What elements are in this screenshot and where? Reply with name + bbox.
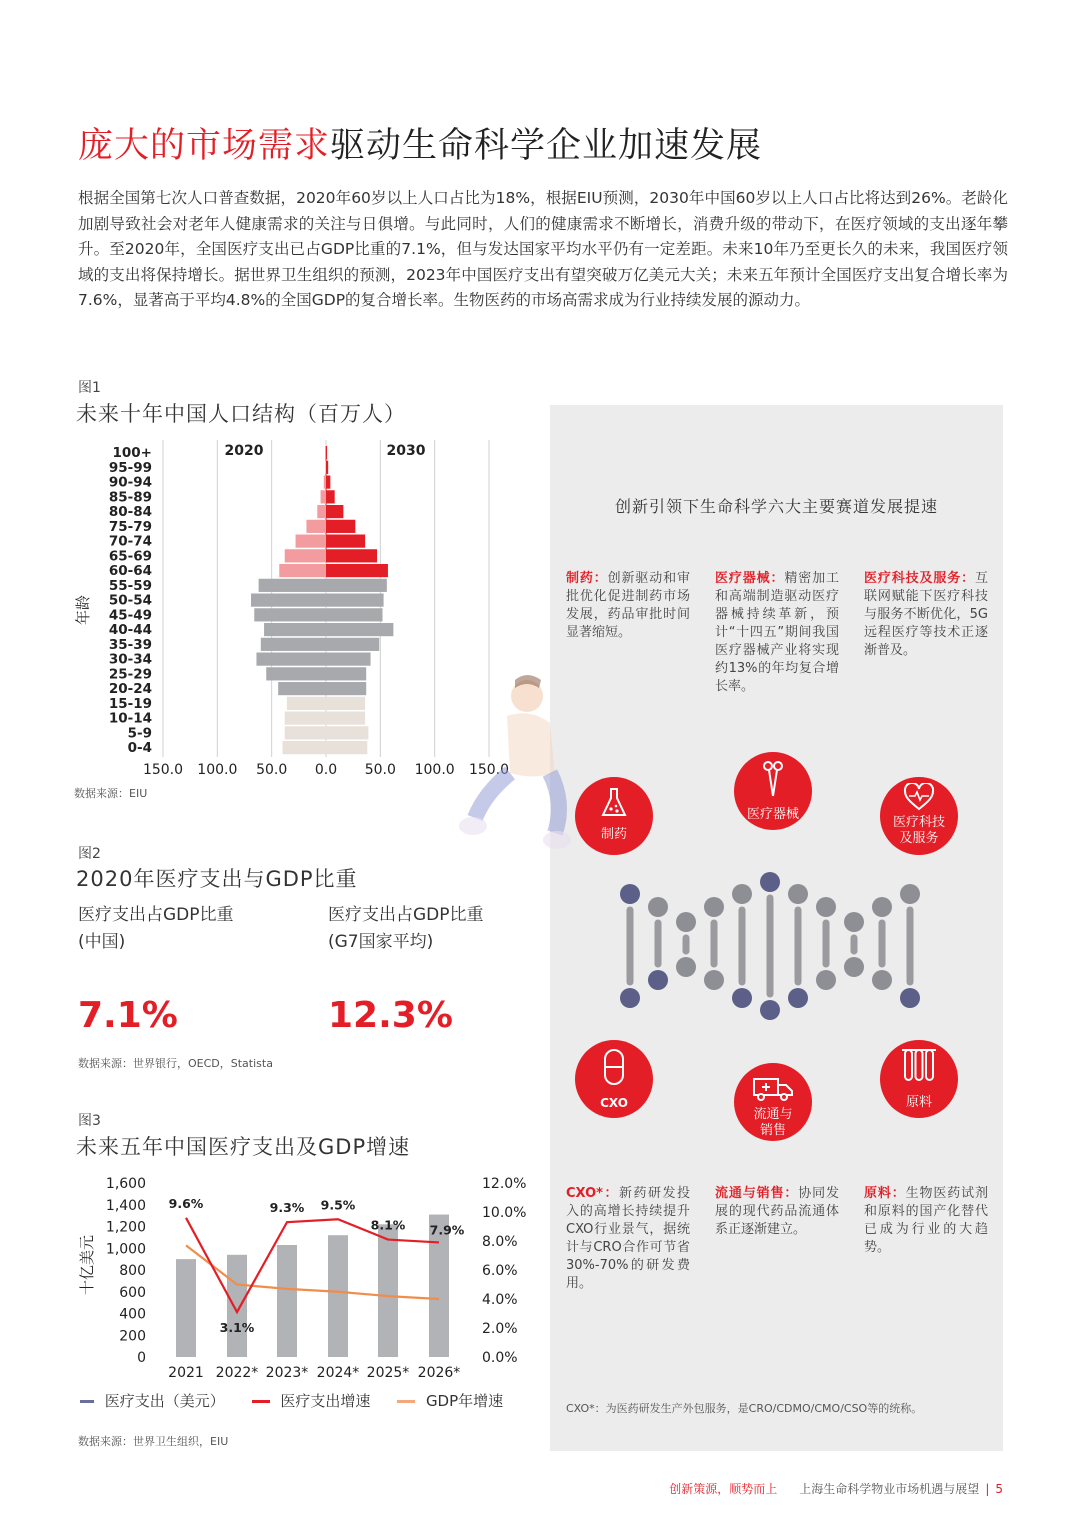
pyramid-x-tick: 150.0 xyxy=(142,762,184,778)
pyramid-bar-2020 xyxy=(325,461,326,474)
dna-node xyxy=(844,912,864,932)
intro-paragraph: 根据全国第七次人口普查数据，2020年60岁以上人口占比为18%，根据EIU预测，2030年中国60岁以上人口占比将达到26%。老龄化加剧导致社会对老年人健康需求的关注与日俱增。与此同时，人们的健康需求不断增长，消费升级的带动下，在医疗领域的支出逐年攀升。至2020年，全国医疗支出已占GDP比重的7.1%，但与发达国家平均水平仍有一定差距。未来10年乃至更长久的未来，我国医疗领域的支出将保持增长。据世界卫生组织的预测，2023年中国医疗支出有望突破万亿美元大关；未来五年预计全国医疗支出复合增长率为7.6%，显著高于平均4.8%的全国GDP的复合增长率。生物医药的市场高需求成为行业持续发展的源动力。 xyxy=(78,189,1008,309)
pyramid-bar-2020 xyxy=(261,638,326,651)
fig1-title: 未来十年中国人口结构（百万人） xyxy=(76,402,406,426)
heart-monitor-icon xyxy=(903,783,935,811)
dna-node xyxy=(872,897,892,917)
fig2-left-label-line1: 医疗支出占GDP比重 xyxy=(78,905,234,925)
pyramid-age-label: 40-44 xyxy=(108,622,152,638)
series-label-2030: 2030 xyxy=(386,443,426,459)
circle-raw-label: 原料 xyxy=(905,1095,932,1110)
combo-y-tick: 800 xyxy=(119,1263,146,1279)
page-footer: 创新策源，顺势而上 上海生命科学物业市场机遇与展望 | 5 xyxy=(669,1482,1003,1496)
pyramid-age-label: 70-74 xyxy=(108,533,152,550)
pyramid-age-label: 85-89 xyxy=(108,489,152,506)
dna-node xyxy=(844,957,864,977)
circle-tech-label-1: 医疗科技 xyxy=(892,815,945,830)
combo-y-tick: 600 xyxy=(119,1284,146,1301)
combo-y2-tick: 2.0% xyxy=(482,1321,518,1337)
test-tubes-icon xyxy=(900,1048,938,1084)
pyramid-x-tick: 50.0 xyxy=(256,762,288,778)
circle-distribution-label xyxy=(734,1107,812,1139)
circle-cxo-label: CXO xyxy=(600,1096,628,1110)
sector-device-body: 精密加工和高端制造驱动医疗器械持续革新，预计“十四五”期间我国医疗器械产业将实现约13%的年均复合增长率。 xyxy=(715,571,839,694)
fig3-number: 图3 xyxy=(78,1113,101,1129)
pyramid-bar-2020 xyxy=(251,594,326,607)
pyramid-age-label: 0-4 xyxy=(127,740,152,756)
pyramid-bar-2030 xyxy=(326,623,393,636)
dna-node xyxy=(760,872,780,892)
dna-node xyxy=(872,970,892,990)
pyramid-age-label: 100+ xyxy=(112,445,152,461)
combo-y2-tick: 0.0% xyxy=(482,1350,518,1366)
pyramid-bar-2030 xyxy=(326,579,387,592)
pyramid-bar-2030 xyxy=(326,505,343,518)
dna-node xyxy=(788,988,808,1008)
combo-y2-tick: 4.0% xyxy=(482,1292,518,1308)
pyramid-bar-2030 xyxy=(326,564,388,577)
sector-tech-text xyxy=(864,570,988,660)
title-rest: 驱动生命科学企业加速发展 xyxy=(330,126,763,166)
fig2-source: 数据来源：世界银行，OECD，Statista xyxy=(78,1057,273,1070)
sector-tech-head: 医疗科技及服务： xyxy=(864,571,975,586)
dna-node xyxy=(816,970,836,990)
pyramid-x-tick: 0.0 xyxy=(314,762,338,778)
legend-spending: 医疗支出（美元） xyxy=(104,1392,225,1410)
sector-cxo-body: 新药研发投入的高增长持续提升CXO行业景气，据统计与CRO合作可节省30%-70%的研发费用。 xyxy=(566,1186,690,1291)
dna-node xyxy=(620,988,640,1008)
circle-distribution xyxy=(734,1063,812,1141)
combo-x-tick: 2021 xyxy=(168,1365,204,1381)
pyramid-age-label: 75-79 xyxy=(108,518,152,535)
dna-node xyxy=(676,912,696,932)
pyramid-age-label: 35-39 xyxy=(108,636,152,653)
spending-bar xyxy=(176,1259,196,1357)
sector-pharma-body: 创新驱动和审批优化促进制药市场发展，药品审批时间显著缩短。 xyxy=(566,571,690,640)
pyramid-age-label: 95-99 xyxy=(108,459,152,476)
health-growth-label: 7.9% xyxy=(429,1222,465,1238)
pyramid-bar-2020 xyxy=(287,697,326,710)
fig1-number: 图1 xyxy=(78,380,101,396)
pyramid-bar-2020 xyxy=(259,579,326,592)
sector-pharma-head: 制药： xyxy=(566,571,608,586)
pyramid-age-label: 30-34 xyxy=(108,651,152,668)
pyramid-bar-2030 xyxy=(326,446,327,459)
pyramid-bar-2020 xyxy=(306,520,326,533)
spending-bar xyxy=(378,1224,398,1357)
legend-swatch-gdp-growth xyxy=(397,1400,415,1403)
pyramid-bar-2020 xyxy=(321,490,326,503)
spending-bar xyxy=(277,1245,297,1357)
footer-report-name: 上海生命科学物业市场机遇与展望 xyxy=(799,1482,980,1496)
pyramid-x-tick: 50.0 xyxy=(364,762,396,778)
sector-distribution-head: 流通与销售： xyxy=(715,1186,799,1201)
pyramid-bar-2030 xyxy=(326,653,371,666)
pyramid-bar-2030 xyxy=(326,476,330,489)
circle-distribution-label-1: 流通与 xyxy=(753,1107,793,1122)
combo-y-tick: 200 xyxy=(119,1328,146,1345)
legend-gdp-growth: GDP年增速 xyxy=(425,1392,504,1410)
panel-footnote: CXO*：为医药研发生产外包服务，是CRO/CDMO/CMO/CSO等的统称。 xyxy=(566,1402,923,1415)
pyramid-bar-2030 xyxy=(326,741,367,754)
health-growth-label: 8.1% xyxy=(370,1217,406,1233)
combo-y-tick: 1,600 xyxy=(105,1176,146,1192)
combo-y-tick: 0 xyxy=(137,1350,146,1366)
fig2-number: 图2 xyxy=(78,846,101,862)
pyramid-age-label: 60-64 xyxy=(108,563,152,579)
dna-helix-illustration xyxy=(600,862,940,1032)
pyramid-bar-2020 xyxy=(254,608,326,621)
scissors-icon xyxy=(762,760,784,798)
pyramid-bar-2030 xyxy=(326,594,384,607)
health-growth-label: 3.1% xyxy=(219,1320,255,1336)
sector-device-head: 医疗器械： xyxy=(715,571,785,586)
pyramid-age-label: 55-59 xyxy=(108,577,152,594)
combo-y-tick: 400 xyxy=(119,1306,146,1323)
health-growth-label: 9.6% xyxy=(168,1195,204,1211)
dna-node xyxy=(816,897,836,917)
circle-distribution-label-2: 销售 xyxy=(759,1123,786,1138)
combo-y2-tick: 12.0% xyxy=(482,1176,527,1192)
sector-cxo-text xyxy=(566,1185,690,1293)
pyramid-bar-2020 xyxy=(283,741,326,754)
combo-y-tick: 1,200 xyxy=(105,1219,146,1236)
flask-icon xyxy=(599,787,629,819)
dna-node xyxy=(704,897,724,917)
china-health-gdp-share: 7.1% xyxy=(78,995,178,1036)
fig1-source: 数据来源：EIU xyxy=(74,787,148,800)
sector-raw-body: 生物医药试剂和原料的国产化替代已成为行业的大趋势。 xyxy=(864,1186,988,1255)
legend-swatch-health-growth xyxy=(252,1400,270,1403)
pyramid-bar-2020 xyxy=(285,549,326,562)
dna-node xyxy=(732,988,752,1008)
combo-x-tick: 2025* xyxy=(366,1365,410,1381)
dna-node xyxy=(676,957,696,977)
pyramid-age-label: 5-9 xyxy=(127,725,152,742)
pyramid-bar-2020 xyxy=(256,653,326,666)
pyramid-bar-2020 xyxy=(285,712,326,725)
runner-illustration xyxy=(455,668,580,858)
spending-bar xyxy=(328,1235,348,1357)
combo-y2-tick: 6.0% xyxy=(482,1263,518,1279)
combo-x-tick: 2024* xyxy=(316,1365,360,1381)
circle-tech-label-2: 及服务 xyxy=(899,831,939,846)
pyramid-bar-2020 xyxy=(266,667,326,680)
circle-cxo xyxy=(575,1040,653,1118)
pyramid-x-tick: 100.0 xyxy=(197,762,238,778)
pyramid-bar-2020 xyxy=(279,564,326,577)
pyramid-age-label: 25-29 xyxy=(108,666,152,683)
pyramid-bar-2020 xyxy=(285,726,326,739)
circle-tech-label xyxy=(880,815,958,847)
legend-health-growth: 医疗支出增速 xyxy=(280,1392,371,1410)
title-highlight: 庞大的市场需求 xyxy=(78,126,331,166)
pyramid-bar-2030 xyxy=(326,697,365,710)
pyramid-bar-2020 xyxy=(324,476,326,489)
dna-node xyxy=(900,884,920,904)
combo-x-tick: 2026* xyxy=(417,1365,461,1381)
pyramid-bar-2030 xyxy=(326,726,368,739)
combo-y2-tick: 10.0% xyxy=(482,1205,527,1221)
combo-x-tick: 2023* xyxy=(265,1365,309,1381)
fig3-source: 数据来源：世界卫生组织，EIU xyxy=(78,1435,229,1448)
combo-y-tick: 1,000 xyxy=(105,1241,146,1258)
sector-pharma-text xyxy=(566,570,690,642)
pyramid-bar-2030 xyxy=(326,608,383,621)
pyramid-age-label: 10-14 xyxy=(108,710,152,727)
fig2-title: 2020年医疗支出与GDP比重 xyxy=(76,867,358,891)
page-number: 5 xyxy=(995,1482,1003,1496)
health-growth-label: 9.5% xyxy=(320,1197,356,1213)
sector-tech-body: 互联网赋能下医疗科技与服务不断优化，5G远程医疗等技术正逐渐普及。 xyxy=(864,571,988,658)
fig2-right-label-line1: 医疗支出占GDP比重 xyxy=(328,905,484,925)
dna-node xyxy=(648,970,668,990)
pyramid-age-label: 65-69 xyxy=(108,548,152,565)
pyramid-bar-2030 xyxy=(326,638,379,651)
sector-cxo-head: CXO*： xyxy=(566,1186,619,1201)
pyramid-bar-2030 xyxy=(326,490,335,503)
health-spending-combo-chart xyxy=(70,1165,540,1385)
combo-y-axis-label: 十亿美元 xyxy=(78,1234,96,1296)
pyramid-bar-2030 xyxy=(326,520,355,533)
legend-swatch-spending xyxy=(80,1400,94,1403)
panel-title: 创新引领下生命科学六大主要赛道发展提速 xyxy=(614,497,938,516)
sector-device-text xyxy=(715,570,839,696)
pyramid-age-label: 90-94 xyxy=(108,474,152,491)
circle-raw xyxy=(880,1040,958,1118)
fig3-legend xyxy=(80,1390,503,1411)
fig2-right-label-line2: (G7国家平均) xyxy=(328,932,434,952)
dna-node xyxy=(704,970,724,990)
dna-node xyxy=(760,1000,780,1020)
g7-health-gdp-share: 12.3% xyxy=(328,995,453,1036)
pyramid-bar-2030 xyxy=(326,461,328,474)
pyramid-age-label: 80-84 xyxy=(108,504,152,520)
series-label-2020: 2020 xyxy=(224,443,264,459)
pyramid-x-tick: 100.0 xyxy=(414,762,455,778)
spending-bar xyxy=(227,1255,247,1357)
pyramid-bar-2030 xyxy=(326,667,366,680)
pyramid-bar-2020 xyxy=(278,682,326,695)
circle-device-label: 医疗器械 xyxy=(746,807,799,822)
fig3-title: 未来五年中国医疗支出及GDP增速 xyxy=(76,1135,411,1159)
health-growth-label: 9.3% xyxy=(269,1200,305,1216)
ambulance-icon xyxy=(752,1075,794,1101)
pyramid-bar-2030 xyxy=(326,712,365,725)
pyramid-bar-2020 xyxy=(317,505,326,518)
capsule-icon xyxy=(602,1048,626,1086)
combo-x-tick: 2022* xyxy=(215,1365,259,1381)
pyramid-age-label: 45-49 xyxy=(108,607,152,624)
pyramid-y-axis-label: 年龄 xyxy=(74,594,92,626)
page-title xyxy=(78,118,762,168)
dna-node xyxy=(648,897,668,917)
pyramid-bar-2030 xyxy=(326,682,366,695)
gdp-growth-line xyxy=(186,1245,439,1299)
sector-raw-head: 原料： xyxy=(864,1186,906,1201)
pyramid-age-label: 20-24 xyxy=(108,681,152,697)
pyramid-bar-2020 xyxy=(264,623,326,636)
circle-tech xyxy=(880,777,958,855)
sector-distribution-body: 协同发展的现代药品流通体系正逐渐建立。 xyxy=(715,1186,839,1237)
circle-device xyxy=(734,752,812,830)
combo-y2-tick: 8.0% xyxy=(482,1234,518,1250)
dna-node xyxy=(788,884,808,904)
combo-y-tick: 1,400 xyxy=(105,1197,146,1214)
dna-node xyxy=(620,884,640,904)
dna-node xyxy=(900,988,920,1008)
fig2-left-label xyxy=(78,902,234,956)
dna-node xyxy=(732,884,752,904)
pyramid-bar-2030 xyxy=(326,535,365,548)
fig2-left-label-line2: (中国) xyxy=(78,932,126,952)
pyramid-age-label: 15-19 xyxy=(108,695,152,712)
pyramid-bar-2020 xyxy=(296,535,326,548)
footer-slogan: 创新策源，顺势而上 xyxy=(669,1482,778,1496)
pyramid-bar-2030 xyxy=(326,549,377,562)
circle-pharma-label: 制药 xyxy=(600,827,627,842)
fig2-right-label xyxy=(328,902,484,956)
pyramid-age-label: 50-54 xyxy=(108,592,152,609)
circle-pharma xyxy=(575,777,653,855)
pyramid-x-tick: 150.0 xyxy=(468,762,510,778)
sector-distribution-text xyxy=(715,1185,839,1239)
sector-raw-text xyxy=(864,1185,988,1257)
